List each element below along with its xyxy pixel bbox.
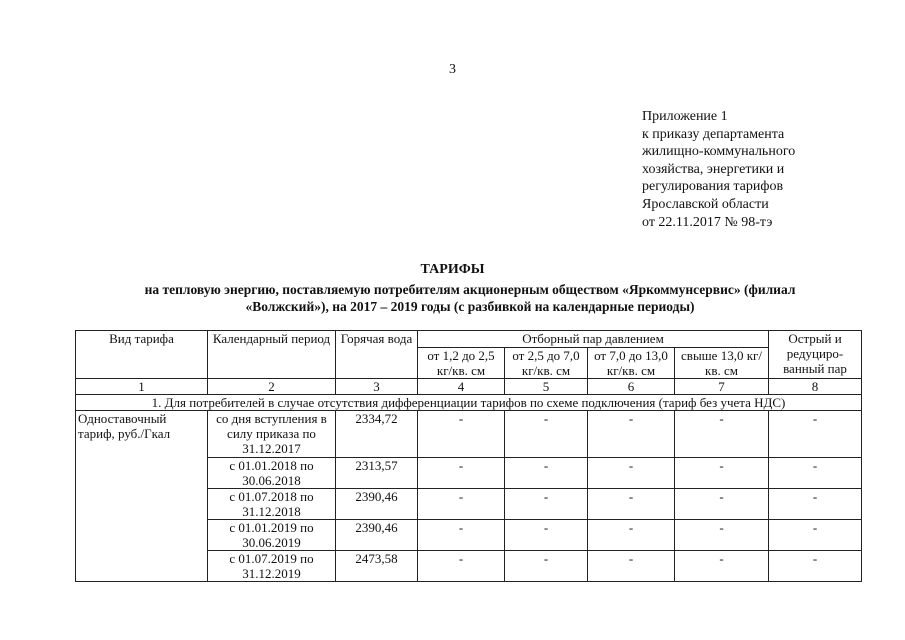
period-cell: с 01.01.2019 по 30.06.2019 bbox=[208, 520, 336, 551]
sharp-steam-cell: - bbox=[769, 458, 862, 489]
steam-cell: - bbox=[418, 489, 505, 520]
section-title: 1. Для потребителей в случае отсутствия дифференциации тарифов по схеме подключения (тариф без учета НДС) bbox=[76, 395, 862, 411]
page-number: 3 bbox=[449, 62, 456, 77]
header-tariff-type: Вид тарифа bbox=[76, 331, 208, 379]
steam-cell: - bbox=[418, 411, 505, 458]
header-hot-water: Горячая вода bbox=[336, 331, 418, 379]
header-steam-col: от 2,5 до 7,0 кг/кв. см bbox=[505, 348, 588, 379]
appendix-line: Приложение 1 bbox=[642, 109, 728, 124]
column-number-row bbox=[76, 379, 862, 395]
document-subtitle bbox=[95, 281, 845, 315]
hot-water-cell: 2313,57 bbox=[336, 458, 418, 489]
sharp-steam-cell: - bbox=[769, 551, 862, 582]
header-steam-col: свыше 13,0 кг/кв. см bbox=[675, 348, 769, 379]
header-steam-col: от 7,0 до 13,0 кг/кв. см bbox=[588, 348, 675, 379]
period-cell: с 01.01.2018 по 30.06.2018 bbox=[208, 458, 336, 489]
appendix-line: от 22.11.2017 № 98-тэ bbox=[642, 214, 773, 230]
column-number: 4 bbox=[418, 379, 505, 395]
header-calendar-period: Календарный период bbox=[208, 331, 336, 379]
column-number: 1 bbox=[76, 379, 208, 395]
tariff-type-cell: Одноставочный тариф, руб./Гкал bbox=[76, 411, 208, 582]
steam-cell: - bbox=[675, 520, 769, 551]
table-row bbox=[76, 411, 862, 458]
sharp-steam-cell: - bbox=[769, 520, 862, 551]
subtitle-line: на тепловую энергию, поставляемую потребителям акционерным обществом «Яркоммунсервис» (филиал bbox=[144, 282, 796, 297]
period-cell: с 01.07.2018 по 31.12.2018 bbox=[208, 489, 336, 520]
hot-water-cell: 2390,46 bbox=[336, 520, 418, 551]
hot-water-cell: 2334,72 bbox=[336, 411, 418, 458]
steam-cell: - bbox=[418, 520, 505, 551]
steam-cell: - bbox=[505, 458, 588, 489]
hot-water-cell: 2390,46 bbox=[336, 489, 418, 520]
steam-cell: - bbox=[418, 551, 505, 582]
header-steam-group: Отборный пар давлением bbox=[418, 331, 769, 348]
steam-cell: - bbox=[588, 551, 675, 582]
steam-cell: - bbox=[675, 551, 769, 582]
document-title: ТАРИФЫ bbox=[420, 262, 485, 277]
column-number: 5 bbox=[505, 379, 588, 395]
hot-water-cell: 2473,58 bbox=[336, 551, 418, 582]
steam-cell: - bbox=[505, 520, 588, 551]
steam-cell: - bbox=[588, 489, 675, 520]
steam-cell: - bbox=[505, 411, 588, 458]
subtitle-line: «Волжский»), на 2017 – 2019 годы (с разбивкой на календарные периоды) bbox=[245, 299, 695, 314]
column-number: 3 bbox=[336, 379, 418, 395]
column-number: 2 bbox=[208, 379, 336, 395]
header-steam-col: от 1,2 до 2,5 кг/кв. см bbox=[418, 348, 505, 379]
appendix-line: хозяйства, энергетики и bbox=[642, 161, 785, 177]
appendix-note bbox=[642, 108, 795, 231]
steam-cell: - bbox=[418, 458, 505, 489]
steam-cell: - bbox=[675, 411, 769, 458]
column-number: 6 bbox=[588, 379, 675, 395]
appendix-line: жилищно-коммунального bbox=[642, 144, 796, 160]
period-cell: с 01.07.2019 по 31.12.2019 bbox=[208, 551, 336, 582]
header-sharp-steam: Острый и редуциро-ванный пар bbox=[769, 331, 862, 379]
tariff-table bbox=[75, 330, 862, 582]
column-number: 7 bbox=[675, 379, 769, 395]
period-cell: со дня вступления в силу приказа по 31.12.2017 bbox=[208, 411, 336, 458]
steam-cell: - bbox=[505, 551, 588, 582]
sharp-steam-cell: - bbox=[769, 411, 862, 458]
steam-cell: - bbox=[588, 458, 675, 489]
steam-cell: - bbox=[675, 489, 769, 520]
steam-cell: - bbox=[588, 411, 675, 458]
appendix-line: Ярославской области bbox=[642, 196, 769, 212]
sharp-steam-cell: - bbox=[769, 489, 862, 520]
appendix-line: регулирования тарифов bbox=[642, 179, 784, 195]
column-number: 8 bbox=[769, 379, 862, 395]
steam-cell: - bbox=[588, 520, 675, 551]
appendix-line: к приказу департамента bbox=[642, 126, 785, 142]
steam-cell: - bbox=[505, 489, 588, 520]
steam-cell: - bbox=[675, 458, 769, 489]
